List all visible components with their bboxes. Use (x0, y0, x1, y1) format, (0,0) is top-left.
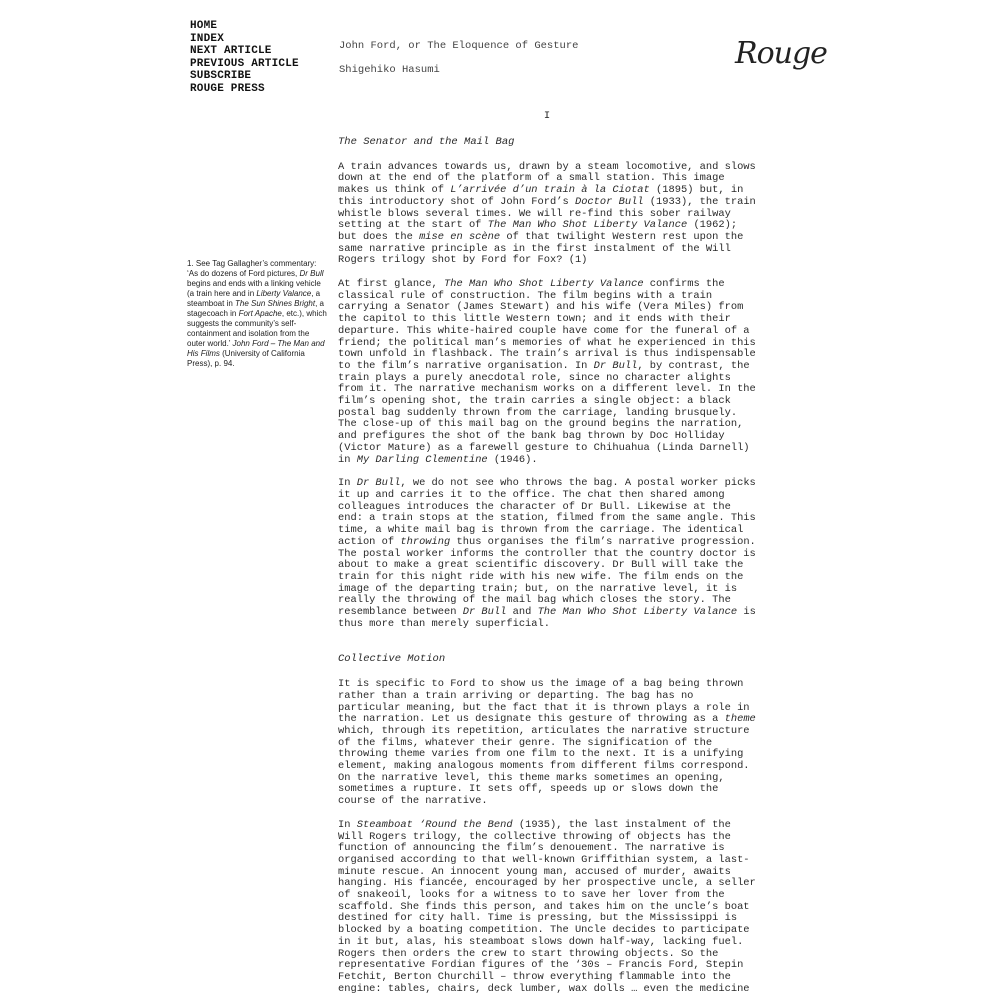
footnote-title: Liberty Valance (256, 289, 312, 298)
footnote-text: , a stagecoach in (187, 299, 324, 318)
emphasis: mise en scène (419, 230, 501, 243)
film-title: Dr Bull (462, 606, 507, 619)
text: (1946). (487, 453, 538, 466)
nav-index-link[interactable]: INDEX (190, 32, 225, 45)
text: and (506, 606, 538, 619)
subheading-senator-mail-bag: The Senator and the Mail Bag (338, 136, 515, 148)
rouge-logo[interactable]: Rouge (735, 36, 827, 71)
text: (1895) but, in this introductory shot of John Ford’s (338, 184, 744, 208)
subheading-collective-motion: Collective Motion (338, 653, 446, 666)
footnote-title: John Ford – The Man and His Films (187, 339, 325, 358)
text: which, through its repetition, articulates the narrative structure of the films, whatever their genre. The signification of the throwing theme varies from one film to the next. It is a unifying element, making analogous moments from different films correspond. On the narrative level, this theme marks sometimes an opening, sometimes a rupture. It sets off, speeds up or slows down the course of the narrative. (338, 724, 750, 808)
film-title: The Man Who Shot Liberty Valance (444, 278, 644, 291)
emphasis: theme (724, 713, 756, 726)
article-author: Shigehiko Hasumi (339, 64, 440, 76)
text: , we do not see who throws the bag. A postal worker picks it up and carries it to the office. The chat then shared among colleagues introduces the character of Dr Bull. Likewise at the end: a train stops at the station, filmed from the same angle. This time, a white mail bag is thrown from the carriage. The identical action of (338, 477, 756, 548)
paragraph (338, 679, 758, 808)
footnote-text: 1. See Tag Gallagher’s commentary: ‘As do dozens of Ford pictures, (187, 259, 317, 278)
emphasis: throwing (400, 535, 451, 548)
film-title: Steamboat ‘Round the Bend (356, 818, 513, 831)
film-title: Dr Bull (356, 477, 401, 490)
article-title: John Ford, or The Eloquence of Gesture (339, 40, 579, 52)
film-title: Dr Bull (593, 359, 638, 372)
text: is thus more than merely superficial. (338, 606, 756, 630)
footnote-title: Dr Bull (299, 269, 324, 278)
paragraph (338, 279, 758, 466)
paragraph (338, 478, 758, 630)
nav-home-link[interactable]: HOME (190, 20, 218, 32)
section-number: I (543, 110, 551, 122)
footnote-text: , etc.), which suggests the community’s self-containment and isolation from the outer world.’ (187, 309, 327, 348)
text: In (338, 477, 357, 490)
text: confirms the classical rule of construction. The film begins with a train carrying a Senator (James Stewart) and his wife (Vera Miles) from the capitol to this little Western town; and it ends with their departure. This white-haired couple have come for the funeral of a friend; the political man’s memories of what he experienced in this town unfold in flashback. The train’s arrival is thus indispensable to the film’s narrative organisation. In (338, 278, 756, 372)
text: (1962); but does the (338, 219, 738, 243)
film-title: Doctor Bull (574, 195, 644, 208)
footnote-text: (University of California Press), p. 94. (187, 349, 305, 368)
text: thus organises the film’s narrative progression. The postal worker informs the controller that the country doctor is about to make a great scientific discovery. Dr Bull will take the train for this night ride with his new wife. The film ends on the image of the departing train; but, on the narrative level, it is really the throwing of the mail bag which closes the story. The resemblance between (338, 535, 756, 619)
nav-rouge-press-link[interactable]: ROUGE PRESS (190, 82, 265, 95)
film-title: The Man Who Shot Liberty Valance (537, 606, 738, 619)
text: A train advances towards us, drawn by a steam locomotive, and slows down at the end of the platform of a small station. This image makes us think of (338, 160, 756, 197)
article-body (338, 137, 758, 1007)
nav-subscribe-link[interactable]: SUBSCRIBE (190, 70, 252, 83)
nav-previous-article-link[interactable]: PREVIOUS ARTICLE (190, 57, 299, 70)
text: At first glance, (338, 278, 445, 291)
paragraph (338, 820, 758, 996)
text: It is specific to Ford to show us the image of a bag being thrown rather than a train arriving or departing. The bag has no particular meaning, but the fact that it is thrown plays a role in the narration. Let us designate this gesture of throwing as a (338, 678, 750, 726)
site-nav (190, 20, 299, 96)
footnote-title: The Sun Shines Bright (235, 299, 316, 308)
footnote-title: Fort Apache (238, 309, 282, 318)
paragraph (338, 162, 758, 267)
article-header (339, 40, 578, 76)
footnote-text: , a steamboat in (187, 289, 321, 308)
text: of that twilight Western rest upon the same narrative principle as in the first instalment of the Will Rogers trilogy shot by Ford for Fox? (1) (338, 230, 744, 267)
film-title: The Man Who Shot Liberty Valance (487, 219, 688, 232)
film-title: L’arrivée d’un train à la Ciotat (450, 184, 650, 197)
footnote-text: begins and ends with a linking vehicle (a train here and in (187, 279, 321, 298)
film-title: My Darling Clementine (356, 453, 488, 466)
text: , by contrast, the train plays a purely anecdotal role, since no character alights from it. The narrative mechanism works on a different level. In the film’s opening shot, the train carries a single object: a black postal bag suddenly thrown from the carriage, landing brusquely. The close-up of this mail bag on the ground begins the narration, and prefigures the shot of the bank bag thrown by Doc Holliday (Victor Mature) as a farewell gesture to Chihuahua (Linda Darnell) in (338, 359, 756, 466)
footnote (187, 259, 327, 369)
nav-next-article-link[interactable]: NEXT ARTICLE (190, 45, 272, 58)
text: (1935), the last instalment of the Will Rogers trilogy, the collective throwing of objects has the function of announcing the film’s denouement. The narrative is organised according to that well-known Griffithian system, a last-minute rescue. An innocent young man, accused of murder, awaits hanging. His fiancée, encouraged by her prospective uncle, a seller of snakeoil, looks for a witness to to save her lover from the scaffold. She finds this person, and takes him on the uncle’s boat destined for city hall. Time is pressing, but the Mississippi is blocked by a boating competition. The Uncle decides to participate in it but, alas, his steamboat slows down half-way, lacking fuel. Rogers then orders the crew to start throwing objects. So the representative Fordian figures of the ‘30s – Francis Ford, Stepin Fetchit, Berton Churchill – throw everything flammable into the engine: tables, chairs, deck lumber, wax dolls … even the medicine (338, 818, 756, 995)
text: In (338, 818, 357, 831)
text: (1933), the train whistle blows several times. We will re-find this sober railway setting at the start of (338, 195, 756, 232)
